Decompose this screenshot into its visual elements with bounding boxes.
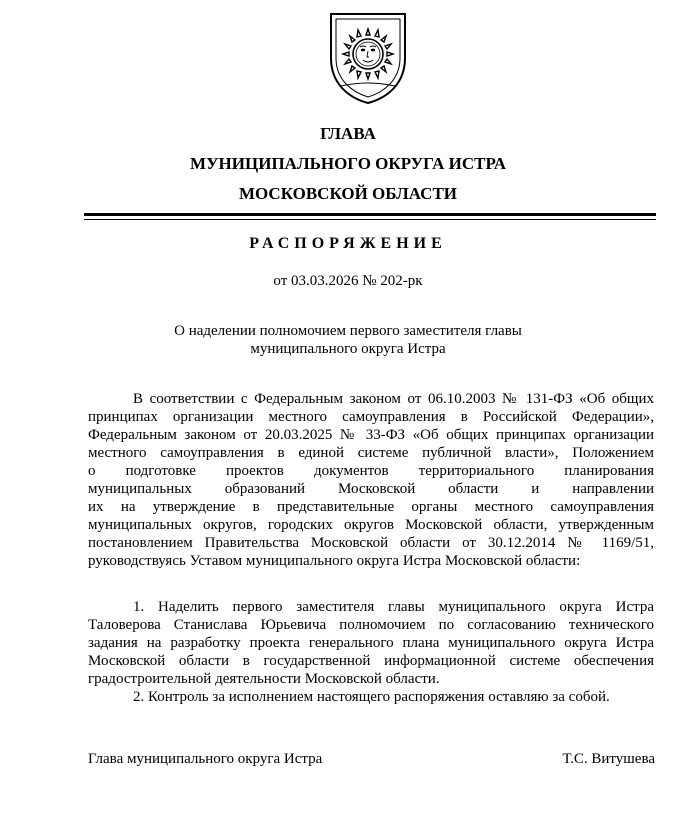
preamble-line: местного самоуправления в единой системе публичной власти», Положением	[88, 445, 654, 461]
item-1-line: градостроительной деятельности Московской области.	[88, 671, 440, 687]
header-divider-thin	[84, 219, 656, 220]
coat-of-arms-emblem	[327, 10, 409, 106]
item-2-paragraph: 2. Контроль за исполнением настоящего распоряжения оставляю за собой.	[133, 689, 610, 705]
preamble-line: постановлением Правительства Московской области от 30.12.2014 № 1169/51,	[88, 535, 654, 551]
signature-position: Глава муниципального округа Истра	[88, 751, 323, 767]
header-line-3: МОСКОВСКОЙ ОБЛАСТИ	[238, 184, 458, 203]
preamble-line: принципах организации местного самоуправления в Российской Федерации»,	[88, 409, 654, 425]
document-type-title: РАСПОРЯЖЕНИЕ	[249, 235, 447, 252]
preamble-line: муниципальных образований Московской области и направлении	[88, 481, 654, 497]
item-1-line: 1. Наделить первого заместителя главы муниципального округа Истра	[133, 599, 654, 615]
sun-face-coat-of-arms-icon	[327, 10, 409, 106]
preamble-line: руководствуясь Уставом муниципального округа Истра Московской области:	[88, 553, 581, 569]
preamble-line: муниципальных округов, городских округов Московской области, утвержденным	[88, 517, 654, 533]
header-divider-thick	[84, 213, 656, 216]
preamble-line: Федеральным законом от 20.03.2025 № 33-ФЗ «Об общих принципах организации	[88, 427, 654, 443]
item-1-line: задания на разработку проекта генерального плана муниципального округа Истра	[88, 635, 654, 651]
preamble-line: их на утверждение в представительные органы местного самоуправления	[88, 499, 654, 515]
document-number-date: от 03.03.2026 № 202-рк	[273, 273, 423, 289]
preamble-line: о подготовке проектов документов территориального планирования	[88, 463, 654, 479]
item-1-line: Таловерова Станислава Юрьевича полномочием по согласованию технического	[88, 617, 654, 633]
header-line-2: МУНИЦИПАЛЬНОГО ОКРУГА ИСТРА	[190, 154, 506, 173]
subject-line-1: О наделении полномочием первого заместителя главы	[174, 323, 522, 339]
preamble-line: В соответствии с Федеральным законом от 06.10.2003 № 131-ФЗ «Об общих	[133, 391, 654, 407]
item-1-line: Московской области в государственной информационной системе обеспечения	[88, 653, 654, 669]
subject-line-2: муниципального округа Истра	[250, 341, 446, 357]
signature-name: Т.С. Витушева	[562, 751, 655, 767]
header-line-1: ГЛАВА	[320, 124, 376, 143]
